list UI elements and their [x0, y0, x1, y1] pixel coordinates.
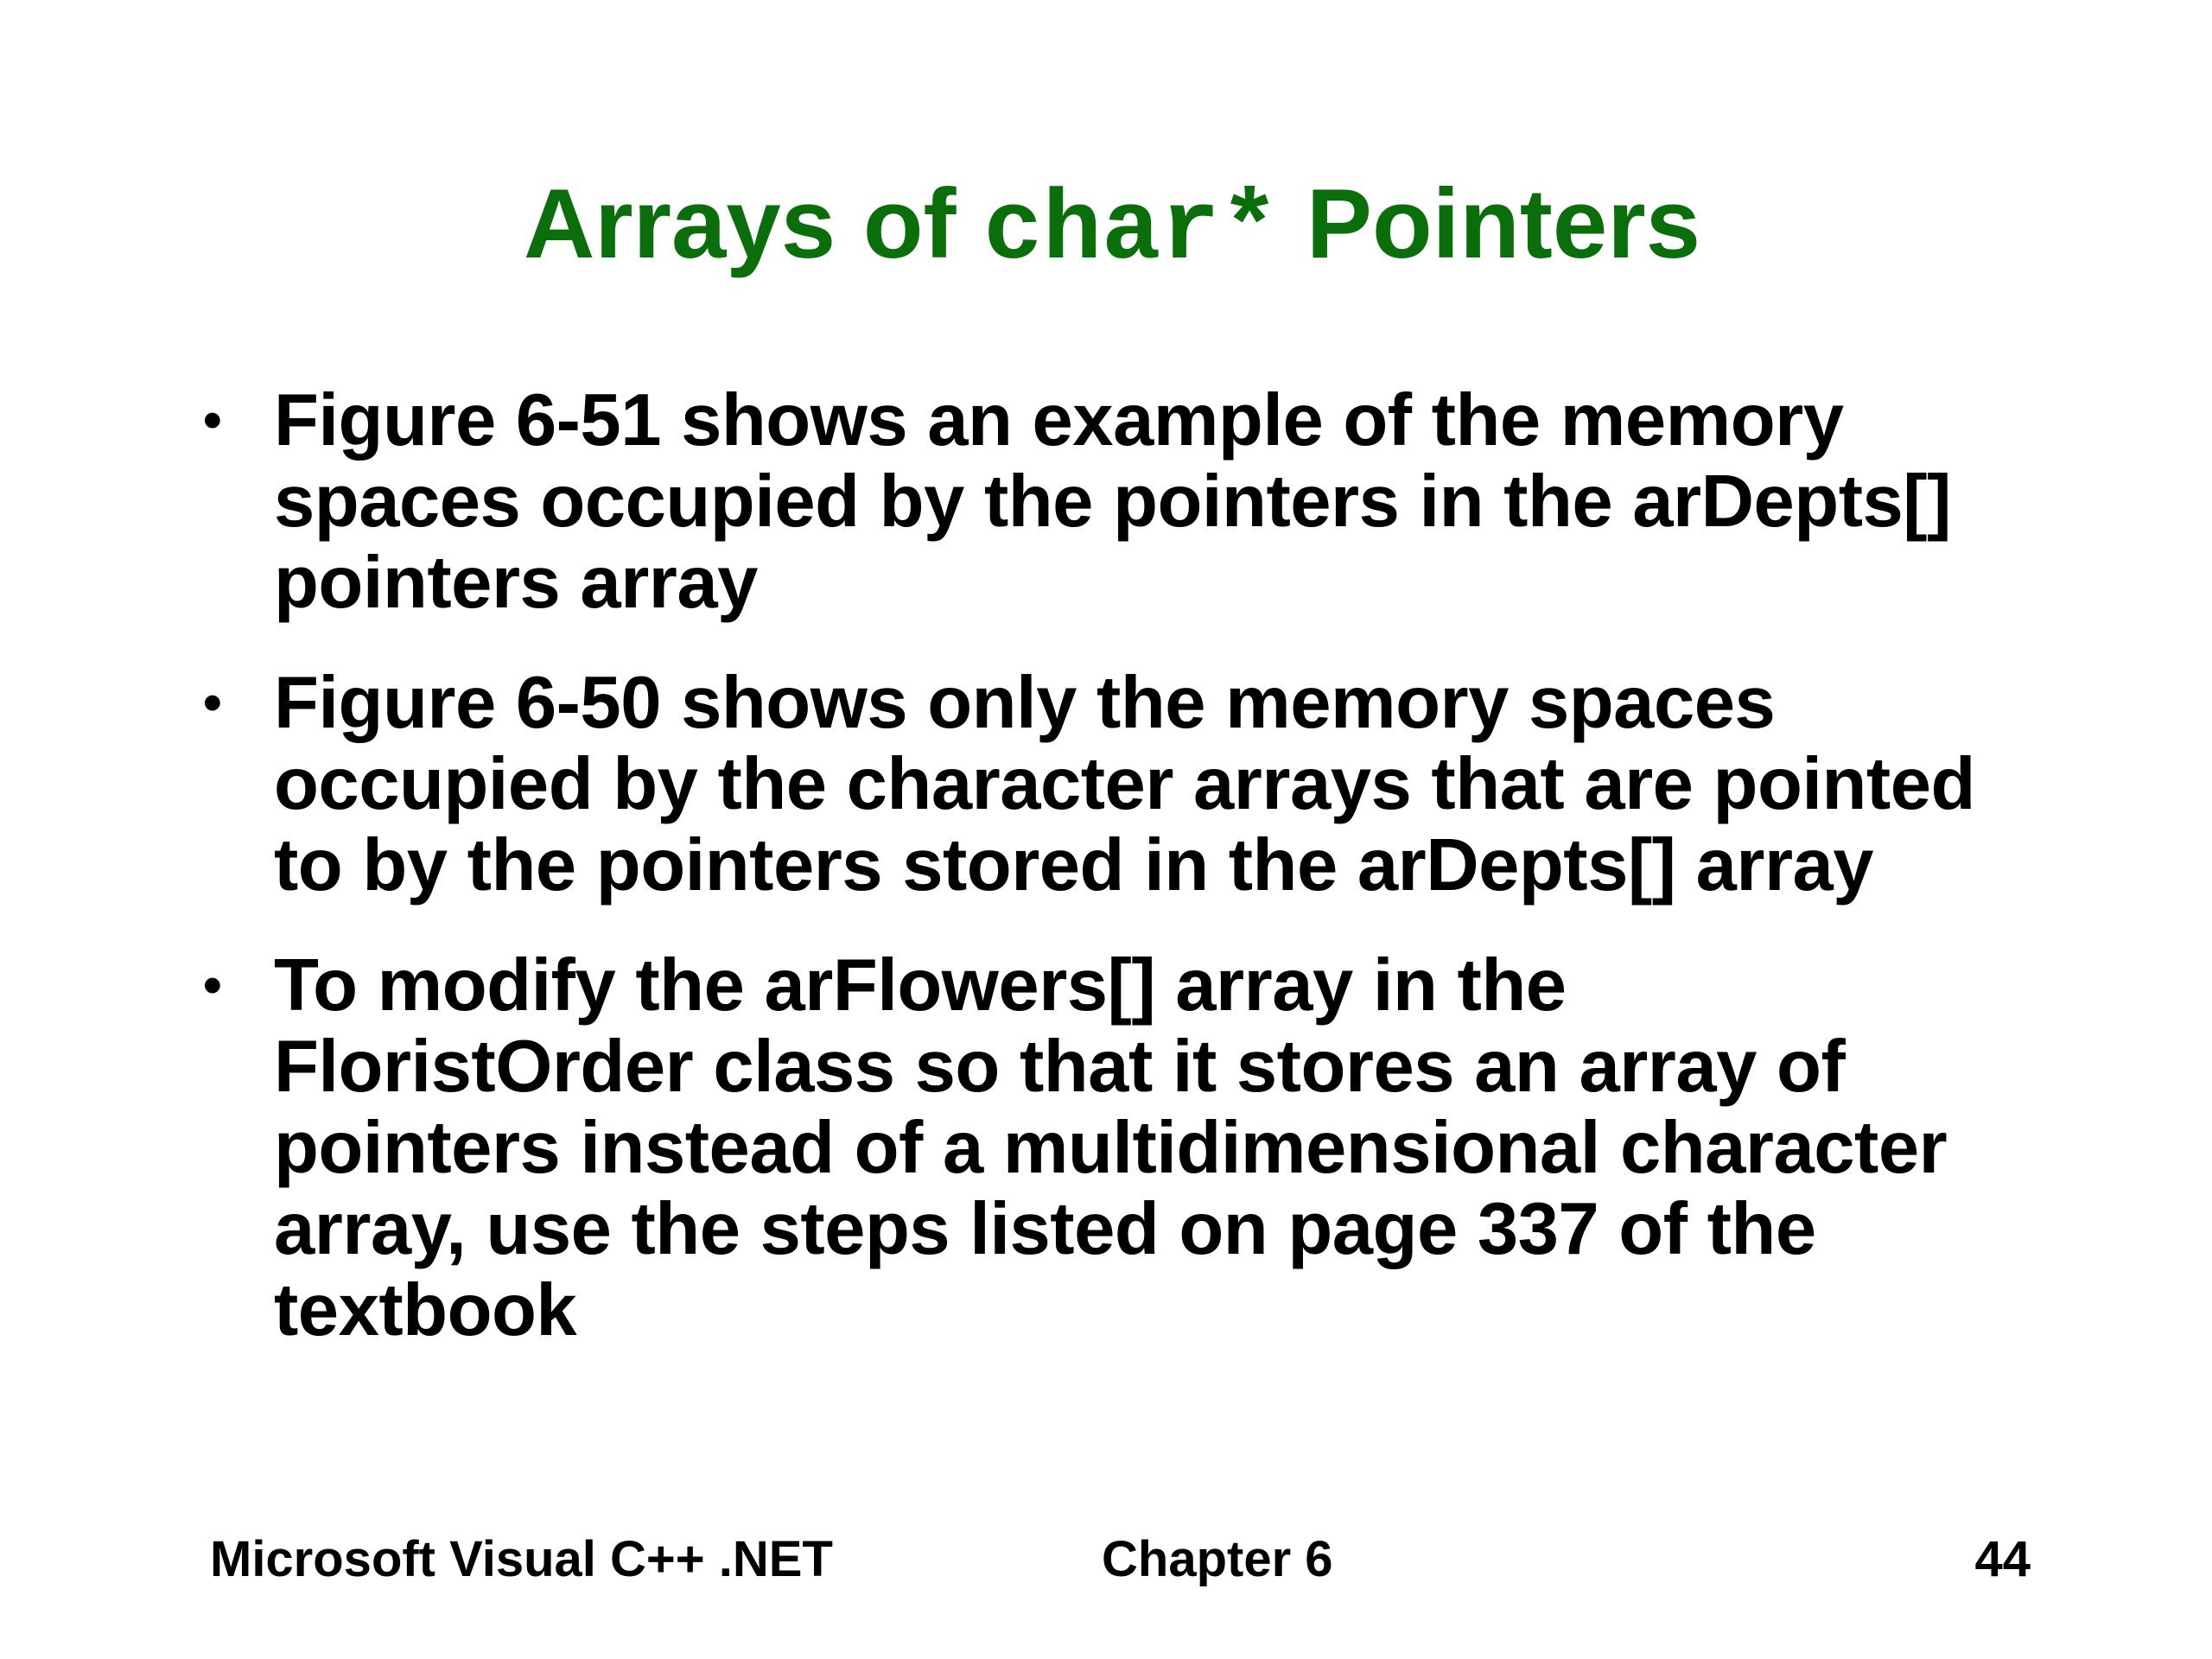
- bullet-line: textbook: [274, 1269, 577, 1351]
- title-text-end: Pointers: [1279, 169, 1701, 279]
- bullet-icon: •: [203, 673, 222, 733]
- bullet-line: to by the pointers stored in the arDepts[] array: [274, 824, 1874, 906]
- bullet-line: pointers array: [274, 542, 758, 624]
- bullet-item: [203, 663, 2035, 906]
- bullet-line: To modify the arFlowers[] array in the: [274, 944, 1567, 1027]
- bullet-icon: •: [203, 956, 222, 1015]
- bullet-line: pointers instead of a multidimensional character: [274, 1107, 1948, 1189]
- footer-course: Microsoft Visual C++ .NET: [210, 1531, 833, 1587]
- slide-title: [0, 164, 2212, 293]
- bullet-line: Figure 6-51 shows an example of the memory: [274, 379, 1844, 461]
- bullet-line: occupied by the character arrays that are pointed: [274, 743, 1975, 825]
- title-code: char*: [983, 176, 1280, 288]
- bullet-line: spaces occupied by the pointers in the arDepts[]: [274, 461, 1951, 543]
- bullet-list: [203, 380, 2035, 1390]
- title-text: Arrays of: [523, 169, 984, 279]
- bullet-line: Figure 6-50 shows only the memory spaces: [274, 662, 1776, 744]
- bullet-icon: •: [203, 391, 222, 450]
- bullet-line: array, use the steps listed on page 337 of the: [274, 1188, 1816, 1270]
- bullet-item: [203, 380, 2035, 624]
- bullet-line: FloristOrder class so that it stores an array of: [274, 1026, 1846, 1108]
- footer-page-number: 44: [1974, 1531, 2031, 1587]
- bullet-item: [203, 945, 2035, 1351]
- footer-chapter: Chapter 6: [1102, 1531, 1333, 1587]
